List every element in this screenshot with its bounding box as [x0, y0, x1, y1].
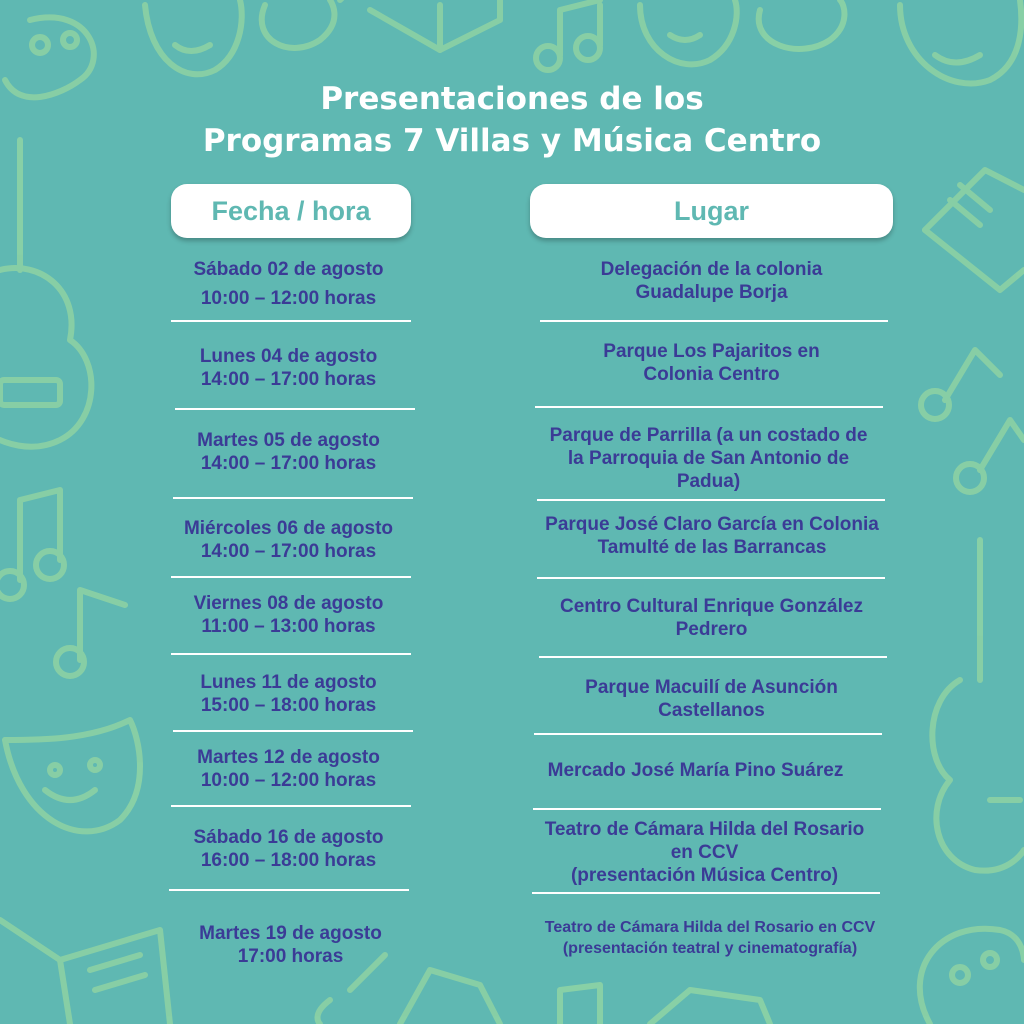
row-date: Miércoles 06 de agosto [183, 518, 394, 539]
row-place-line: Colonia Centro [643, 364, 780, 385]
title-line-1: Presentaciones de los [320, 81, 704, 117]
music-note-icon [536, 0, 600, 70]
row-time: 14:00 – 17:00 horas [200, 453, 377, 474]
row-place-line: Teatro de Cámara Hilda del Rosario [544, 819, 865, 840]
table-row-date-cell [171, 345, 406, 391]
row-date: Viernes 08 de agosto [193, 593, 384, 614]
row-divider [537, 499, 885, 501]
row-date: Sábado 02 de agosto [193, 259, 384, 280]
row-place-line: la Parroquia de San Antonio de [567, 448, 850, 469]
row-divider [533, 808, 881, 810]
guitar-icon [759, 0, 845, 49]
theater-mask-icon [900, 0, 1021, 83]
row-time: 15:00 – 18:00 horas [200, 695, 377, 716]
row-divider [532, 892, 880, 894]
theater-mask-icon [145, 0, 242, 74]
row-place-line: Mercado José María Pino Suárez [547, 760, 844, 781]
row-place-line: (presentación Música Centro) [570, 865, 839, 886]
table-row-place-cell [530, 258, 893, 304]
row-place-line: Castellanos [658, 700, 765, 721]
guitar-icon [932, 540, 1024, 871]
row-place-line: Pedrero [675, 619, 748, 640]
row-place-line: Tamulté de las Barrancas [597, 537, 827, 558]
theater-mask-icon [5, 720, 140, 831]
row-place-line: Centro Cultural Enrique González [560, 596, 863, 617]
row-time: 14:00 – 17:00 horas [200, 369, 377, 390]
row-divider [171, 653, 411, 655]
table-row-place-cell [523, 818, 886, 887]
table-row-place-cell [530, 676, 893, 722]
row-date: Martes 05 de agosto [197, 430, 380, 451]
row-place-line: Guadalupe Borja [635, 282, 788, 303]
row-date: Martes 19 de agosto [199, 923, 382, 944]
table-row-date-cell [171, 258, 406, 310]
table-row-place-cell [530, 595, 893, 641]
row-divider [175, 408, 415, 410]
row-date: Lunes 11 de agosto [200, 672, 377, 693]
music-note-icon [921, 350, 1024, 492]
row-divider [535, 406, 883, 408]
row-place-line: Parque José Claro García en Colonia [545, 514, 879, 535]
row-divider [537, 577, 885, 579]
row-divider [539, 656, 887, 658]
table-row-place-cell [527, 513, 897, 559]
table-row-date-cell [171, 746, 406, 792]
open-book-icon [650, 990, 770, 1024]
row-divider [171, 576, 411, 578]
open-book-icon [925, 170, 1024, 290]
row-time: 17:00 horas [237, 946, 344, 967]
row-place-line: Parque Los Pajaritos en [603, 341, 820, 362]
table-row-date-cell [171, 517, 406, 563]
row-place-line: en CCV [670, 842, 739, 863]
row-date: Martes 12 de agosto [197, 747, 380, 768]
row-place-line: Parque Macuilí de Asunción [585, 677, 838, 698]
row-time: 10:00 – 12:00 horas [200, 770, 377, 791]
row-divider [540, 320, 888, 322]
row-divider [173, 730, 413, 732]
row-divider [171, 320, 411, 322]
row-time: 16:00 – 18:00 horas [200, 850, 377, 871]
paint-palette-icon [920, 929, 1024, 1024]
guitar-icon [262, 0, 360, 48]
open-book-icon [370, 0, 500, 50]
row-time: 10:00 – 12:00 horas [200, 288, 377, 309]
guitar-icon [0, 140, 91, 447]
row-date: Sábado 16 de agosto [193, 827, 384, 848]
table-row-date-cell [171, 826, 406, 872]
table-row-date-cell [171, 429, 406, 475]
row-place-line: Teatro de Cámara Hilda del Rosario en CCV [544, 919, 876, 936]
row-time: 14:00 – 17:00 horas [200, 541, 377, 562]
row-divider [173, 497, 413, 499]
row-divider [169, 889, 409, 891]
row-place-line: Padua) [676, 471, 741, 492]
table-row-place-cell [525, 917, 895, 959]
row-date: Lunes 04 de agosto [199, 346, 378, 367]
table-row-date-cell [171, 671, 406, 717]
open-book-icon [0, 920, 170, 1024]
page-title [0, 78, 1024, 162]
header-fecha-hora: Fecha / hora [171, 184, 411, 238]
table-row-place-cell [514, 759, 877, 782]
table-row-date-cell [173, 922, 408, 968]
table-row-place-cell [530, 340, 893, 386]
theater-mask-icon [640, 0, 737, 64]
music-note-icon [0, 490, 125, 676]
row-place-line: Delegación de la colonia [600, 259, 823, 280]
header-lugar: Lugar [530, 184, 893, 238]
row-divider [534, 733, 882, 735]
table-row-place-cell [527, 424, 890, 493]
row-divider [171, 805, 411, 807]
open-book-icon [400, 970, 500, 1024]
music-note-icon [560, 985, 600, 1024]
row-place-line: (presentación teatral y cinematografía) [562, 940, 858, 957]
row-place-line: Parque de Parrilla (a un costado de [549, 425, 868, 446]
title-line-2: Programas 7 Villas y Música Centro [202, 123, 822, 159]
row-time: 11:00 – 13:00 horas [201, 616, 376, 637]
table-row-date-cell [171, 592, 406, 638]
